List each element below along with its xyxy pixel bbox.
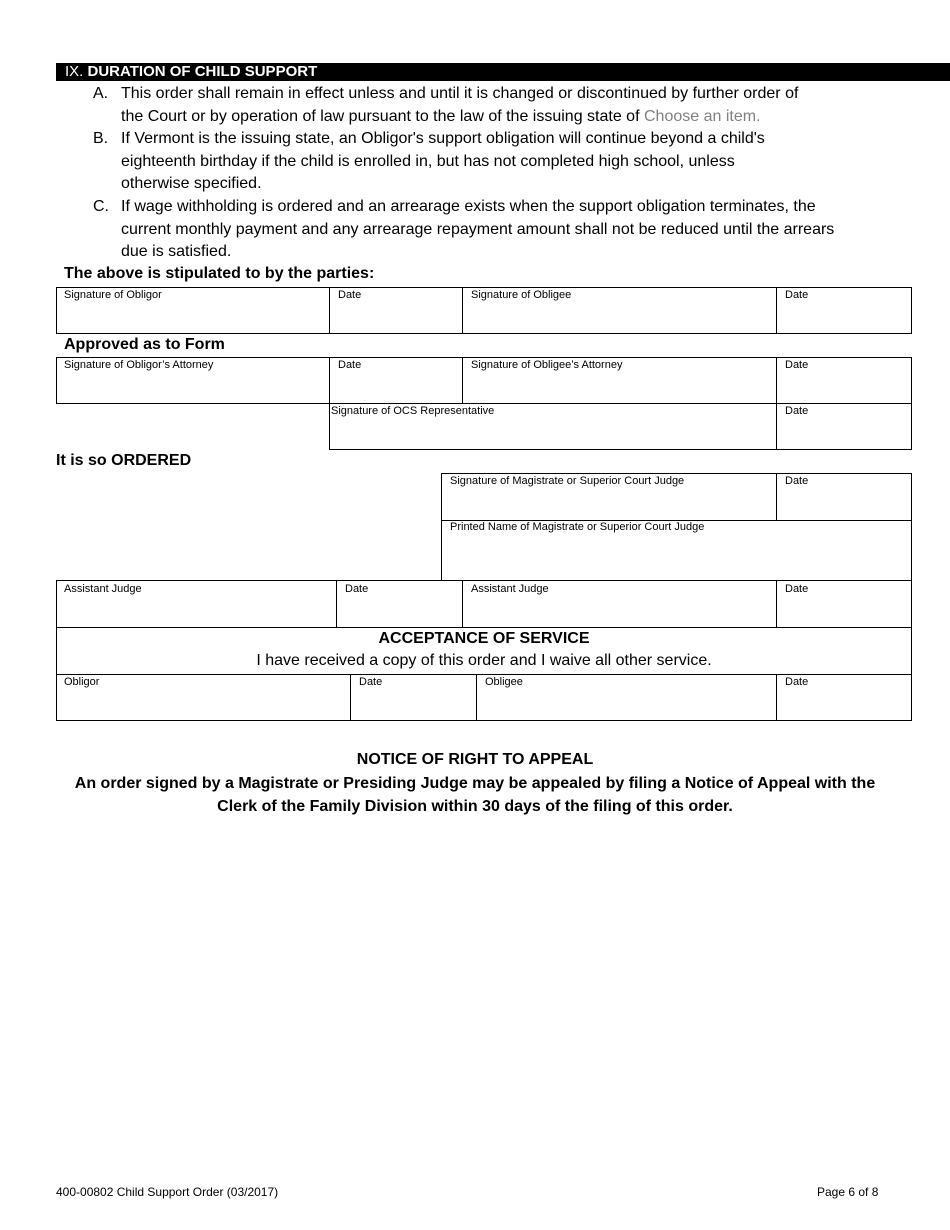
list-text-line: If Vermont is the issuing state, an Obligor's support obligation will continue beyond a child's — [121, 130, 765, 147]
list-text-line: This order shall remain in effect unless and until it is changed or discontinued by further order of — [121, 85, 799, 102]
assistant-judge-2-field[interactable]: Assistant Judge — [471, 583, 549, 595]
cell-divider — [350, 674, 351, 721]
acceptance-signature-table — [56, 674, 912, 721]
list-text-line: current monthly payment and any arrearage repayment amount shall not be reduced until the arrears — [121, 220, 835, 238]
section-number: IX. — [65, 63, 84, 80]
obligor-attorney-signature-field[interactable]: Signature of Obligor’s Attorney — [64, 359, 214, 371]
cell-divider — [776, 357, 777, 404]
ordered-heading: It is so ORDERED — [56, 452, 192, 469]
section-title: DURATION OF CHILD SUPPORT — [87, 63, 318, 80]
list-label: B. — [93, 130, 109, 147]
list-item-c — [93, 196, 903, 264]
obligor-date-field[interactable]: Date — [338, 289, 362, 301]
list-text-line: If wage withholding is ordered and an arrearage exists when the support obligation terminates, the — [121, 198, 816, 215]
list-item-a — [93, 83, 903, 129]
acceptance-obligor-date-field[interactable]: Date — [359, 676, 383, 688]
acceptance-title: ACCEPTANCE OF SERVICE — [378, 630, 590, 647]
approved-heading: Approved as to Form — [64, 336, 225, 353]
assistant-judge-1-date-field[interactable]: Date — [345, 583, 369, 595]
cell-divider — [776, 403, 777, 450]
cell-divider — [329, 287, 330, 334]
obligor-attorney-date-field[interactable]: Date — [338, 359, 362, 371]
cell-divider — [329, 357, 330, 404]
obligee-date-field[interactable]: Date — [785, 289, 809, 301]
cell-divider — [462, 580, 463, 628]
notice-text-line: An order signed by a Magistrate or Presiding Judge may be appealed by filing a Notice of Appeal with the — [74, 775, 876, 792]
list-text-line: otherwise specified. — [121, 175, 262, 192]
list-text-line: due is satisfied. — [121, 243, 232, 260]
list-text-line: eighteenth birthday if the child is enrolled in, but has not completed high school, unless — [121, 152, 735, 170]
cell-divider — [776, 674, 777, 721]
ocs-date-field[interactable]: Date — [785, 405, 809, 417]
obligee-signature-field[interactable]: Signature of Obligee — [471, 289, 572, 301]
cell-divider — [776, 580, 777, 628]
obligor-signature-field[interactable]: Signature of Obligor — [64, 289, 162, 301]
list-text-line: the Court or by operation of law pursuant to the law of the issuing state of — [121, 107, 640, 125]
cell-divider — [336, 580, 337, 628]
footer-form-number: 400-00802 Child Support Order (03/2017) — [56, 1185, 279, 1199]
obligee-attorney-signature-field[interactable]: Signature of Obligee’s Attorney — [471, 359, 623, 371]
section-header — [56, 63, 950, 81]
list-item-b — [93, 128, 903, 196]
acceptance-obligee-field[interactable]: Obligee — [485, 676, 523, 688]
cell-divider — [776, 473, 777, 520]
cell-divider — [462, 357, 463, 404]
acceptance-text: I have received a copy of this order and I waive all other service. — [256, 652, 712, 669]
issuing-state-dropdown[interactable]: Choose an item. — [643, 107, 761, 125]
judge-printed-name-field[interactable]: Printed Name of Magistrate or Superior Court Judge — [450, 521, 705, 533]
obligee-attorney-date-field[interactable]: Date — [785, 359, 809, 371]
judge-signature-field[interactable]: Signature of Magistrate or Superior Court Judge — [450, 475, 685, 487]
judge-date-field[interactable]: Date — [785, 475, 809, 487]
notice-text-line: Clerk of the Family Division within 30 days of the filing of this order. — [217, 798, 733, 815]
stipulated-heading: The above is stipulated to by the parties: — [64, 265, 375, 282]
footer-page-number: Page 6 of 8 — [817, 1185, 879, 1199]
assistant-judge-2-date-field[interactable]: Date — [785, 583, 809, 595]
list-label: A. — [93, 85, 109, 102]
cell-divider — [476, 674, 477, 721]
acceptance-obligee-date-field[interactable]: Date — [785, 676, 809, 688]
acceptance-obligor-field[interactable]: Obligor — [64, 676, 100, 688]
cell-divider — [462, 287, 463, 334]
ocs-signature-field[interactable]: Signature of OCS Representative — [331, 405, 495, 417]
cell-divider — [776, 287, 777, 334]
notice-title: NOTICE OF RIGHT TO APPEAL — [356, 751, 594, 768]
assistant-judge-1-field[interactable]: Assistant Judge — [64, 583, 142, 595]
list-label: C. — [93, 198, 109, 215]
